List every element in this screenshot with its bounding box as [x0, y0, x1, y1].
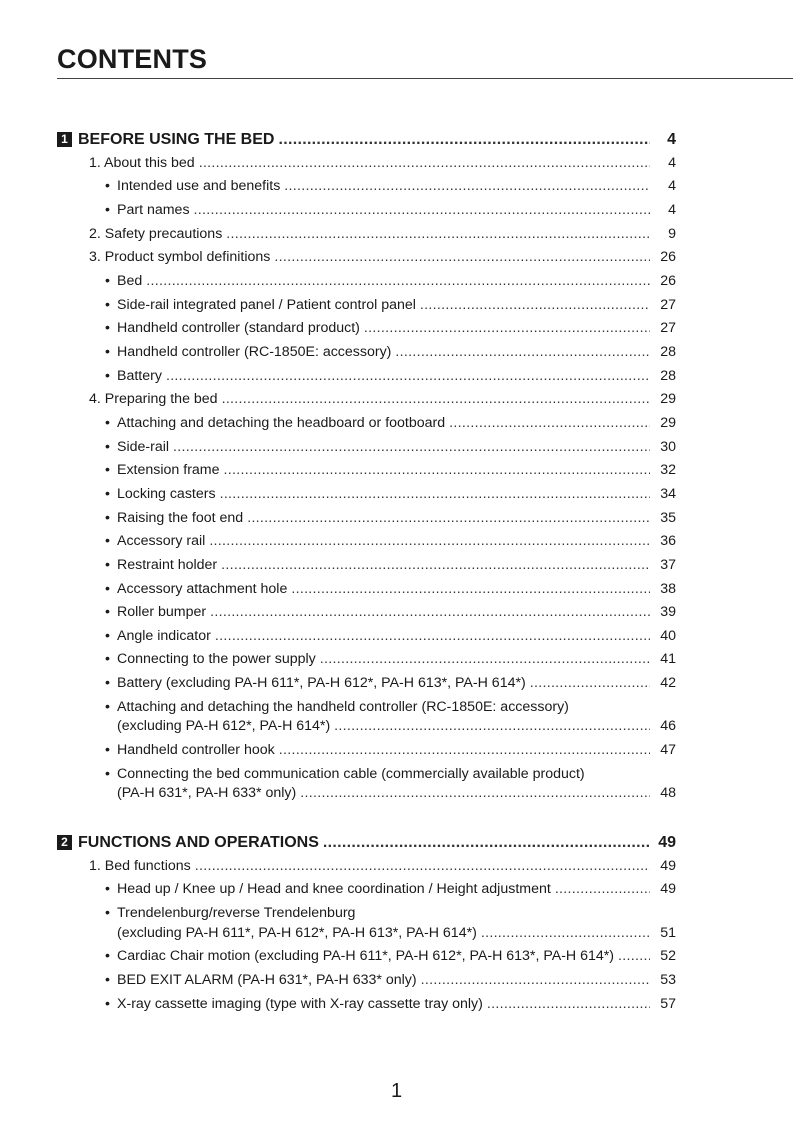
toc-entry[interactable] [105, 533, 676, 549]
toc-entry-text: Accessory rail [117, 533, 206, 550]
toc-page-number: 4 [668, 202, 676, 219]
bullet: • [105, 675, 110, 692]
toc-entry[interactable] [117, 718, 676, 734]
toc-entry[interactable] [105, 439, 676, 455]
toc-entry[interactable] [105, 604, 676, 620]
dot-leader [421, 972, 650, 988]
toc-entry-text: 1. About this bed [89, 154, 195, 171]
bullet: • [105, 741, 110, 758]
toc-entry-text: 2. Safety precautions [89, 225, 223, 242]
dot-leader [291, 581, 650, 597]
toc-entry-text-continued: (excluding PA-H 612*, PA-H 614*) [117, 718, 331, 735]
toc-page-number: 36 [660, 533, 676, 550]
dot-leader [320, 651, 650, 667]
toc-entry-text: Intended use and benefits [117, 178, 281, 195]
dot-leader [247, 510, 650, 526]
dot-leader [226, 226, 650, 242]
toc-entry-text: 3. Product symbol definitions [89, 249, 271, 266]
dot-leader [555, 881, 650, 897]
toc-entry[interactable] [105, 486, 676, 502]
toc-page-number: 41 [660, 651, 676, 668]
toc-page-number: 49 [660, 857, 676, 874]
bullet: • [105, 580, 110, 597]
toc-entry-first-line[interactable] [105, 766, 585, 782]
toc-page-number: 34 [660, 485, 676, 502]
chapter-heading[interactable] [57, 834, 676, 852]
toc-entry-text: Attaching and detaching the handheld controller (RC-1850E: accessory) [117, 698, 569, 715]
title-divider [57, 78, 793, 79]
toc-page-number: 27 [660, 296, 676, 313]
toc-entry[interactable] [117, 925, 676, 941]
dot-leader [215, 628, 650, 644]
toc-page-number: 46 [660, 718, 676, 735]
toc-entry[interactable] [105, 581, 676, 597]
bullet: • [105, 485, 110, 502]
toc-page-number: 4 [668, 178, 676, 195]
bullet: • [105, 698, 110, 715]
toc-entry-text: Handheld controller hook [117, 741, 275, 758]
dot-leader [618, 948, 650, 964]
toc-entry-text: Handheld controller (RC-1850E: accessory) [117, 344, 392, 360]
toc-page-number: 37 [660, 556, 676, 573]
dot-leader [395, 344, 650, 360]
toc-page-number: 27 [660, 320, 676, 337]
page-number: 1 [390, 1080, 403, 1102]
chapter-number-badge: 2 [57, 835, 72, 850]
chapter-heading[interactable] [57, 131, 676, 149]
toc-entry[interactable] [105, 651, 676, 667]
bullet: • [105, 202, 110, 219]
dot-leader [209, 533, 650, 549]
dot-leader [194, 202, 650, 218]
toc-entry-text: X-ray cassette imaging (type with X-ray cassette tray only) [117, 995, 483, 1012]
bullet: • [105, 320, 110, 337]
dot-leader [220, 486, 650, 502]
toc-page-number: 42 [660, 675, 676, 692]
bullet: • [105, 948, 110, 965]
toc-entry-text: Locking casters [117, 485, 216, 502]
toc-entry-text: Angle indicator [117, 627, 211, 644]
dot-leader [481, 925, 650, 941]
toc-entry-text: Connecting to the power supply [117, 651, 316, 668]
toc-page-number: 28 [660, 367, 676, 384]
toc-entry[interactable] [105, 510, 676, 526]
toc-page-number: 26 [660, 249, 676, 266]
toc-page-number: 49 [660, 881, 676, 898]
toc-page-number: 9 [668, 225, 676, 242]
toc-page-number: 30 [660, 438, 676, 455]
toc-section[interactable] [89, 391, 676, 407]
bullet: • [105, 533, 110, 550]
toc-entry[interactable] [117, 785, 676, 801]
toc-page-number: 29 [660, 391, 676, 408]
bullet: • [105, 178, 110, 195]
toc-entry[interactable] [105, 462, 676, 478]
toc-page-number: 40 [660, 627, 676, 644]
toc-entry-text: Part names [117, 202, 190, 219]
dot-leader [323, 834, 650, 852]
toc-page-number: 47 [660, 741, 676, 758]
toc-entry[interactable] [105, 344, 676, 360]
page-title: CONTENTS [57, 44, 208, 74]
toc-page-number: 57 [660, 995, 676, 1012]
toc-page-number: 29 [660, 414, 676, 431]
toc-page-number: 4 [668, 154, 676, 171]
bullet: • [105, 344, 110, 360]
toc-entry[interactable] [105, 557, 676, 573]
toc-entry-text: BED EXIT ALARM (PA-H 631*, PA-H 633* only) [117, 971, 417, 988]
toc-entry-text: Battery [117, 367, 162, 384]
dot-leader [221, 557, 650, 573]
toc-entry-text: Head up / Knee up / Head and knee coordination / Height adjustment [117, 881, 551, 898]
bullet: • [105, 414, 110, 431]
dot-leader [224, 462, 650, 478]
toc-entry[interactable] [105, 996, 676, 1012]
toc-entry[interactable] [105, 178, 676, 194]
dot-leader [279, 742, 650, 758]
bullet: • [105, 971, 110, 988]
bullet: • [105, 881, 110, 898]
toc-page-number: 28 [660, 344, 676, 360]
bullet: • [105, 905, 110, 922]
dot-leader [173, 439, 650, 455]
chapter-title: FUNCTIONS AND OPERATIONS [78, 834, 319, 851]
dot-leader [284, 178, 650, 194]
toc-page-number: 26 [660, 273, 676, 290]
chapter-title: BEFORE USING THE BED [78, 131, 275, 148]
toc-entry-text: 4. Preparing the bed [89, 391, 218, 408]
toc-entry-first-line[interactable] [105, 699, 569, 715]
toc-entry[interactable] [105, 273, 676, 289]
dot-leader [334, 718, 650, 734]
toc-entry-text: Extension frame [117, 462, 220, 479]
toc-section[interactable] [89, 249, 676, 265]
dot-leader [146, 273, 650, 289]
bullet: • [105, 651, 110, 668]
bullet: • [105, 462, 110, 479]
toc-section[interactable] [89, 226, 676, 242]
toc-entry[interactable] [105, 368, 676, 384]
toc-entry-text: 1. Bed functions [89, 857, 191, 874]
toc-entry[interactable] [105, 948, 676, 964]
dot-leader [300, 785, 650, 801]
dot-leader [530, 675, 650, 691]
bullet: • [105, 765, 110, 782]
toc-entry[interactable] [105, 972, 676, 988]
toc-entry-text-continued: (excluding PA-H 611*, PA-H 612*, PA-H 613*, PA-H 614*) [117, 924, 477, 941]
toc-entry-text: Battery (excluding PA-H 611*, PA-H 612*, PA-H 613*, PA-H 614*) [117, 675, 526, 692]
toc-entry[interactable] [105, 742, 676, 758]
toc-entry[interactable] [105, 628, 676, 644]
toc-page-number: 53 [660, 971, 676, 988]
toc-entry[interactable] [105, 881, 676, 897]
toc-entry[interactable] [105, 675, 676, 691]
dot-leader [199, 155, 650, 171]
toc-entry-text: Side-rail [117, 438, 170, 455]
toc-entry-text: Trendelenburg/reverse Trendelenburg [117, 905, 356, 922]
toc-section[interactable] [89, 858, 676, 874]
toc-entry-text: Accessory attachment hole [117, 580, 288, 597]
dot-leader [166, 368, 650, 384]
bullet: • [105, 556, 110, 573]
toc-page-number: 32 [660, 462, 676, 479]
toc-page-number: 51 [660, 924, 676, 941]
toc-entry-first-line[interactable] [105, 905, 355, 921]
toc-page-number: 38 [660, 580, 676, 597]
toc-entry[interactable] [105, 320, 676, 336]
dot-leader [364, 320, 650, 336]
toc-entry-text: Restraint holder [117, 556, 218, 573]
toc-entry-text: Handheld controller (standard product) [117, 320, 360, 337]
dot-leader [210, 604, 650, 620]
bullet: • [105, 438, 110, 455]
toc-entry-text: Connecting the bed communication cable (commercially available product) [117, 765, 585, 782]
bullet: • [105, 367, 110, 384]
toc-entry-text: Cardiac Chair motion (excluding PA-H 611*, PA-H 612*, PA-H 613*, PA-H 614*) [117, 948, 615, 965]
bullet: • [105, 627, 110, 644]
toc-entry-text: Bed [117, 273, 143, 290]
dot-leader [274, 249, 650, 265]
toc-entry[interactable] [105, 202, 676, 218]
chapter-page-number: 49 [658, 834, 676, 851]
toc-entry-text: Raising the foot end [117, 509, 244, 526]
dot-leader [195, 858, 650, 874]
toc-section[interactable] [89, 155, 676, 171]
toc-entry-text: Side-rail integrated panel / Patient control panel [117, 296, 416, 313]
bullet: • [105, 995, 110, 1012]
dot-leader [487, 996, 650, 1012]
bullet: • [105, 296, 110, 313]
toc-entry-text-continued: (PA-H 631*, PA-H 633* only) [117, 785, 297, 802]
dot-leader [222, 391, 650, 407]
toc-page-number: 39 [660, 604, 676, 621]
toc-entry-text: Attaching and detaching the headboard or footboard [117, 414, 446, 431]
toc-entry-text: Roller bumper [117, 604, 207, 621]
chapter-page-number: 4 [667, 131, 676, 148]
bullet: • [105, 273, 110, 290]
toc-entry[interactable] [105, 297, 676, 313]
toc-page-number: 35 [660, 509, 676, 526]
chapter-number-badge: 1 [57, 132, 72, 147]
dot-leader [449, 415, 650, 431]
toc-page-number: 48 [660, 785, 676, 802]
dot-leader [420, 297, 650, 313]
bullet: • [105, 509, 110, 526]
toc-page-number: 52 [660, 948, 676, 965]
bullet: • [105, 604, 110, 621]
toc-entry[interactable] [105, 415, 676, 431]
dot-leader [278, 131, 650, 149]
